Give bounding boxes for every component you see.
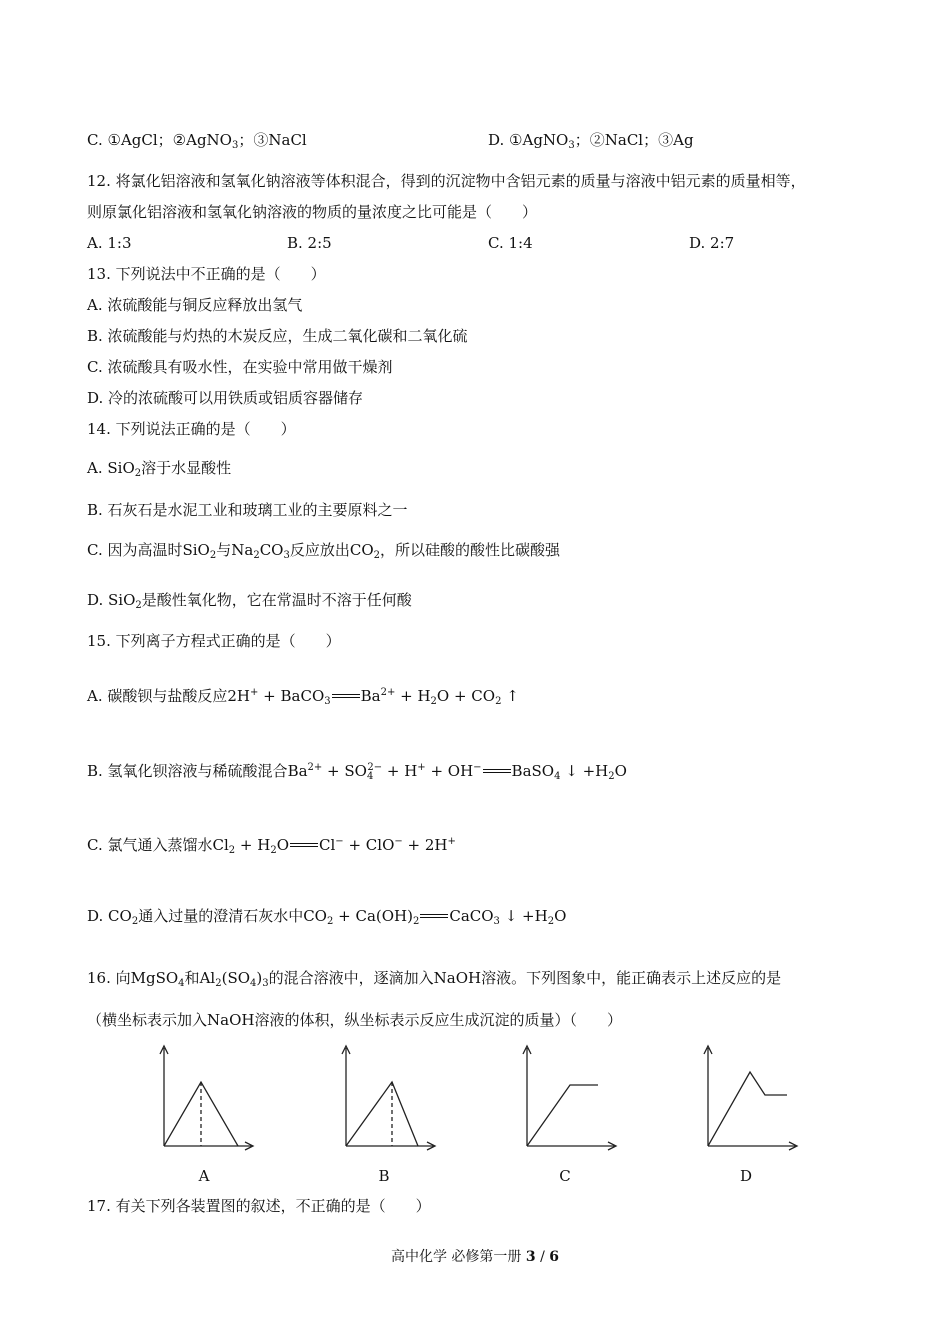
q14-option-b: B. 石灰石是水泥工业和玻璃工业的主要原料之一 bbox=[87, 501, 408, 519]
q15-option-d: D. $CO_2$通入过量的澄清石灰水中$CO_2 + Ca(OH)_2$ CaCO$_3$ ↓ $+H_2O$ bbox=[87, 907, 567, 927]
q13-option-d: D. 冷的浓硫酸可以用铁质或铝质容器储存 bbox=[87, 389, 364, 407]
graph-a-label: A bbox=[198, 1167, 210, 1185]
q13-option-c: C. 浓硫酸具有吸水性，在实验中常用做干燥剂 bbox=[87, 358, 393, 376]
q14-option-a: A. SiO$_2$溶于水显酸性 bbox=[87, 459, 232, 479]
q14-stem: 14. 下列说法正确的是（ ） bbox=[87, 420, 296, 438]
q15-option-b: B. 氢氧化钡溶液与稀硫酸混合$Ba^{2+} + SO_4^{2-} + H^+ + OH^-$ BaSO$_4$ ↓ $+H_2O$ bbox=[87, 762, 627, 782]
q12-stem-line2: 则原氯化铝溶液和氢氧化钠溶液的物质的量浓度之比可能是（ ） bbox=[87, 203, 538, 221]
q17-stem: 17. 有关下列各装置图的叙述，不正确的是（ ） bbox=[87, 1197, 431, 1215]
graph-d bbox=[696, 1042, 806, 1154]
q15-option-a: A. 碳酸钡与盐酸反应2H+ + BaCO$_3$ $Ba^{2+} + H_2O + CO_2$ ↑ bbox=[87, 687, 519, 707]
page-footer: 高中化学 必修第一册 3 / 6 bbox=[390, 1249, 560, 1265]
graph-a bbox=[152, 1042, 262, 1154]
q12-option-c: C. 1:4 bbox=[488, 234, 533, 252]
q13-stem: 13. 下列说法中不正确的是（ ） bbox=[87, 265, 326, 283]
q14-option-c: C. 因为高温时SiO$_2$与$Na_2CO_3$反应放出$CO_2$，所以硅酸的酸性比碳酸强 bbox=[87, 541, 561, 561]
graph-c bbox=[515, 1042, 625, 1154]
q12-option-b: B. 2:5 bbox=[287, 234, 332, 252]
q16-stem-line2: （横坐标表示加入NaOH溶液的体积，纵坐标表示反应生成沉淀的质量）（ ） bbox=[87, 1011, 622, 1029]
graph-c-label: C bbox=[559, 1167, 571, 1185]
q12-option-d: D. 2:7 bbox=[689, 234, 735, 252]
graph-b-label: B bbox=[378, 1167, 390, 1185]
q11-option-c: C. ①AgCl；②AgNO$_3$；③NaCl bbox=[87, 131, 307, 151]
q15-stem: 15. 下列离子方程式正确的是（ ） bbox=[87, 632, 341, 650]
q12-option-a: A. 1:3 bbox=[87, 234, 132, 252]
graph-d-label: D bbox=[739, 1167, 753, 1185]
q14-option-d: D. SiO$_2$是酸性氧化物，它在常温时不溶于任何酸 bbox=[87, 591, 412, 611]
q13-option-b: B. 浓硫酸能与灼热的木炭反应，生成二氧化碳和二氧化硫 bbox=[87, 327, 468, 345]
q11-option-d: D. ①AgNO$_3$；②NaCl；③Ag bbox=[488, 131, 694, 151]
q15-option-c: C. 氯气通入蒸馏水$Cl_2 + H_2O$ Cl− + ClO− + 2H+ bbox=[87, 836, 456, 856]
q12-stem-line1: 12. 将氯化铝溶液和氢氧化钠溶液等体积混合，得到的沉淀物中含铝元素的质量与溶液中铝元素的质量相等， bbox=[87, 172, 806, 190]
q16-stem-line1: 16. 向MgSO$_4$和$Al_2(SO_4)_3$的混合溶液中，逐滴加入NaOH溶液。下列图象中，能正确表示上述反应的是 bbox=[87, 969, 782, 989]
q13-option-a: A. 浓硫酸能与铜反应释放出氢气 bbox=[87, 296, 303, 314]
graph-b bbox=[334, 1042, 444, 1154]
